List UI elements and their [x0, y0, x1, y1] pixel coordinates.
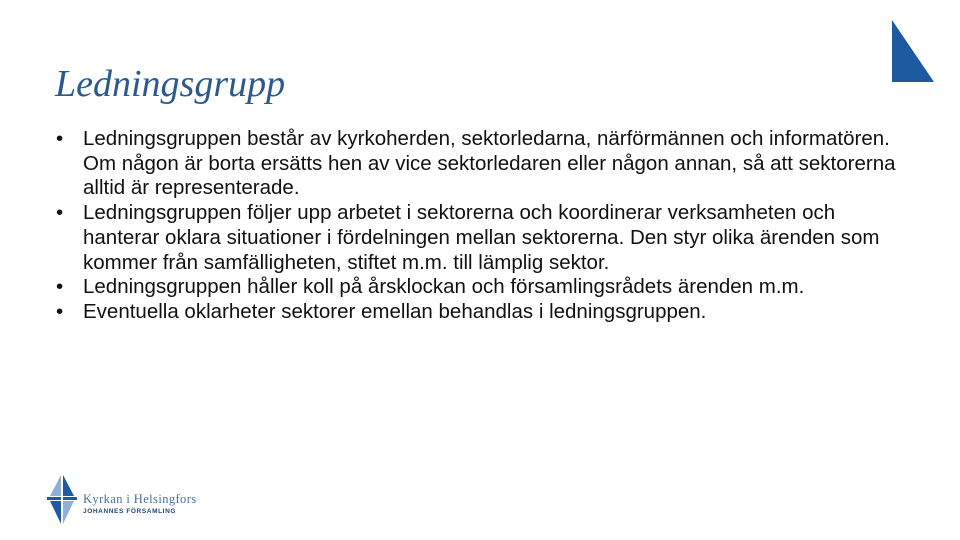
bullet-dot: • — [56, 299, 64, 323]
bullet-dot: • — [56, 201, 64, 225]
cross-icon — [44, 472, 80, 528]
bullet-text: Eventuella oklarheter sektorer emellan behandlas i ledningsgruppen. — [83, 299, 707, 323]
bullet-item — [55, 201, 915, 275]
bullet-text: Ledningsgruppen följer upp arbetet i sektorerna och koordinerar verksamheten och hanterar oklara situationer i fördelningen mellan sektorerna. Den styr olika ärenden som kommer från samfälligheten, stiftet m.m. till lämplig sektor. — [83, 201, 880, 274]
bullet-list — [55, 127, 915, 325]
logo-name: Kyrkan i Helsingfors — [83, 492, 197, 506]
bullet-dot: • — [56, 127, 64, 150]
logo — [44, 472, 284, 528]
bullet-item — [55, 300, 915, 325]
bullet-text: Ledningsgruppen håller koll på årsklockan och församlingsrådets ärenden m.m. — [83, 275, 805, 299]
bullet-text: Ledningsgruppen består av kyrkoherden, sektorledarna, närförmännen och informatören. Om någon är borta ersätts hen av vice sektorledaren eller någon annan, så att sektorerna alltid är representerade. — [83, 127, 896, 200]
slide-title: Ledningsgrupp — [55, 63, 286, 105]
blue-triangle-icon — [890, 18, 936, 84]
bullet-item — [55, 127, 915, 201]
bullet-item — [55, 275, 915, 300]
bullet-dot: • — [56, 275, 64, 299]
logo-subtitle: JOHANNES FÖRSAMLING — [83, 508, 177, 515]
